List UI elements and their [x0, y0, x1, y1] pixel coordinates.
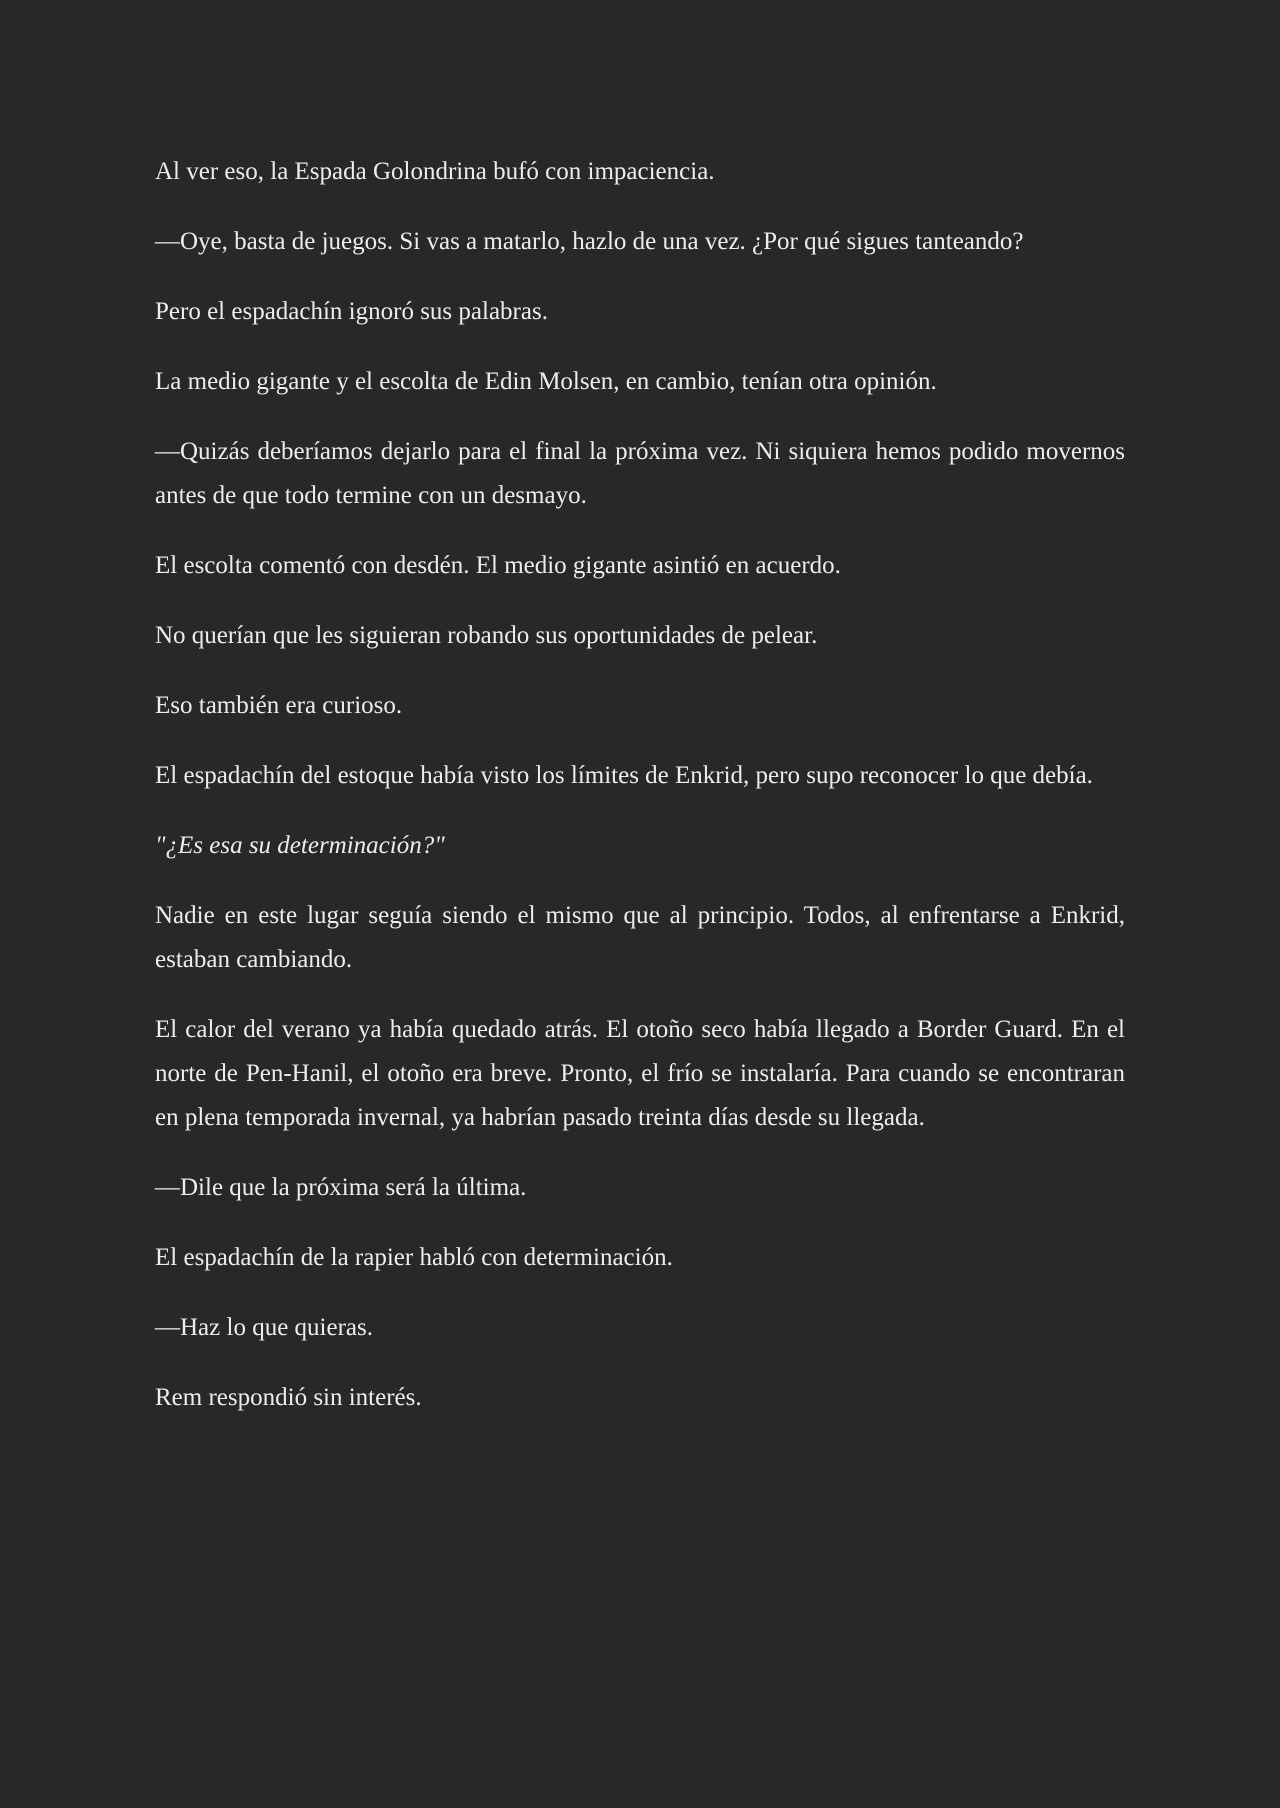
- paragraph-12: El calor del verano ya había quedado atrás. El otoño seco había llegado a Border Guard. En el norte de Pen-Hanil, el otoño era breve. Pronto, el frío se instalaría. Para cuando se encontraran en plena temporada invernal, ya habrían pasado treinta días desde su llegada.: [155, 1016, 1125, 1131]
- paragraph-1: Al ver eso, la Espada Golondrina bufó con impaciencia.: [155, 158, 715, 185]
- paragraph-10-thought: "¿Es esa su determinación?": [155, 832, 445, 859]
- paragraph-2: —Oye, basta de juegos. Si vas a matarlo, hazlo de una vez. ¿Por qué sigues tanteando?: [155, 228, 1024, 255]
- paragraph-9: El espadachín del estoque había visto los límites de Enkrid, pero supo reconocer lo que debía.: [155, 762, 1093, 789]
- paragraph-6: El escolta comentó con desdén. El medio gigante asintió en acuerdo.: [155, 552, 841, 579]
- paragraph-8: Eso también era curioso.: [155, 692, 403, 719]
- paragraph-14: El espadachín de la rapier habló con determinación.: [155, 1244, 673, 1271]
- paragraph-3: Pero el espadachín ignoró sus palabras.: [155, 298, 548, 325]
- reading-page: [155, 150, 1125, 1446]
- paragraph-15: —Haz lo que quieras.: [155, 1314, 373, 1341]
- paragraph-13: —Dile que la próxima será la última.: [155, 1174, 527, 1201]
- paragraph-4: La medio gigante y el escolta de Edin Molsen, en cambio, tenían otra opinión.: [155, 368, 937, 395]
- paragraph-16: Rem respondió sin interés.: [155, 1384, 422, 1411]
- paragraph-5: —Quizás deberíamos dejarlo para el final la próxima vez. Ni siquiera hemos podido movernos antes de que todo termine con un desmayo.: [155, 438, 1125, 509]
- paragraph-7: No querían que les siguieran robando sus oportunidades de pelear.: [155, 622, 818, 649]
- paragraph-11: Nadie en este lugar seguía siendo el mismo que al principio. Todos, al enfrentarse a Enkrid, estaban cambiando.: [155, 902, 1125, 973]
